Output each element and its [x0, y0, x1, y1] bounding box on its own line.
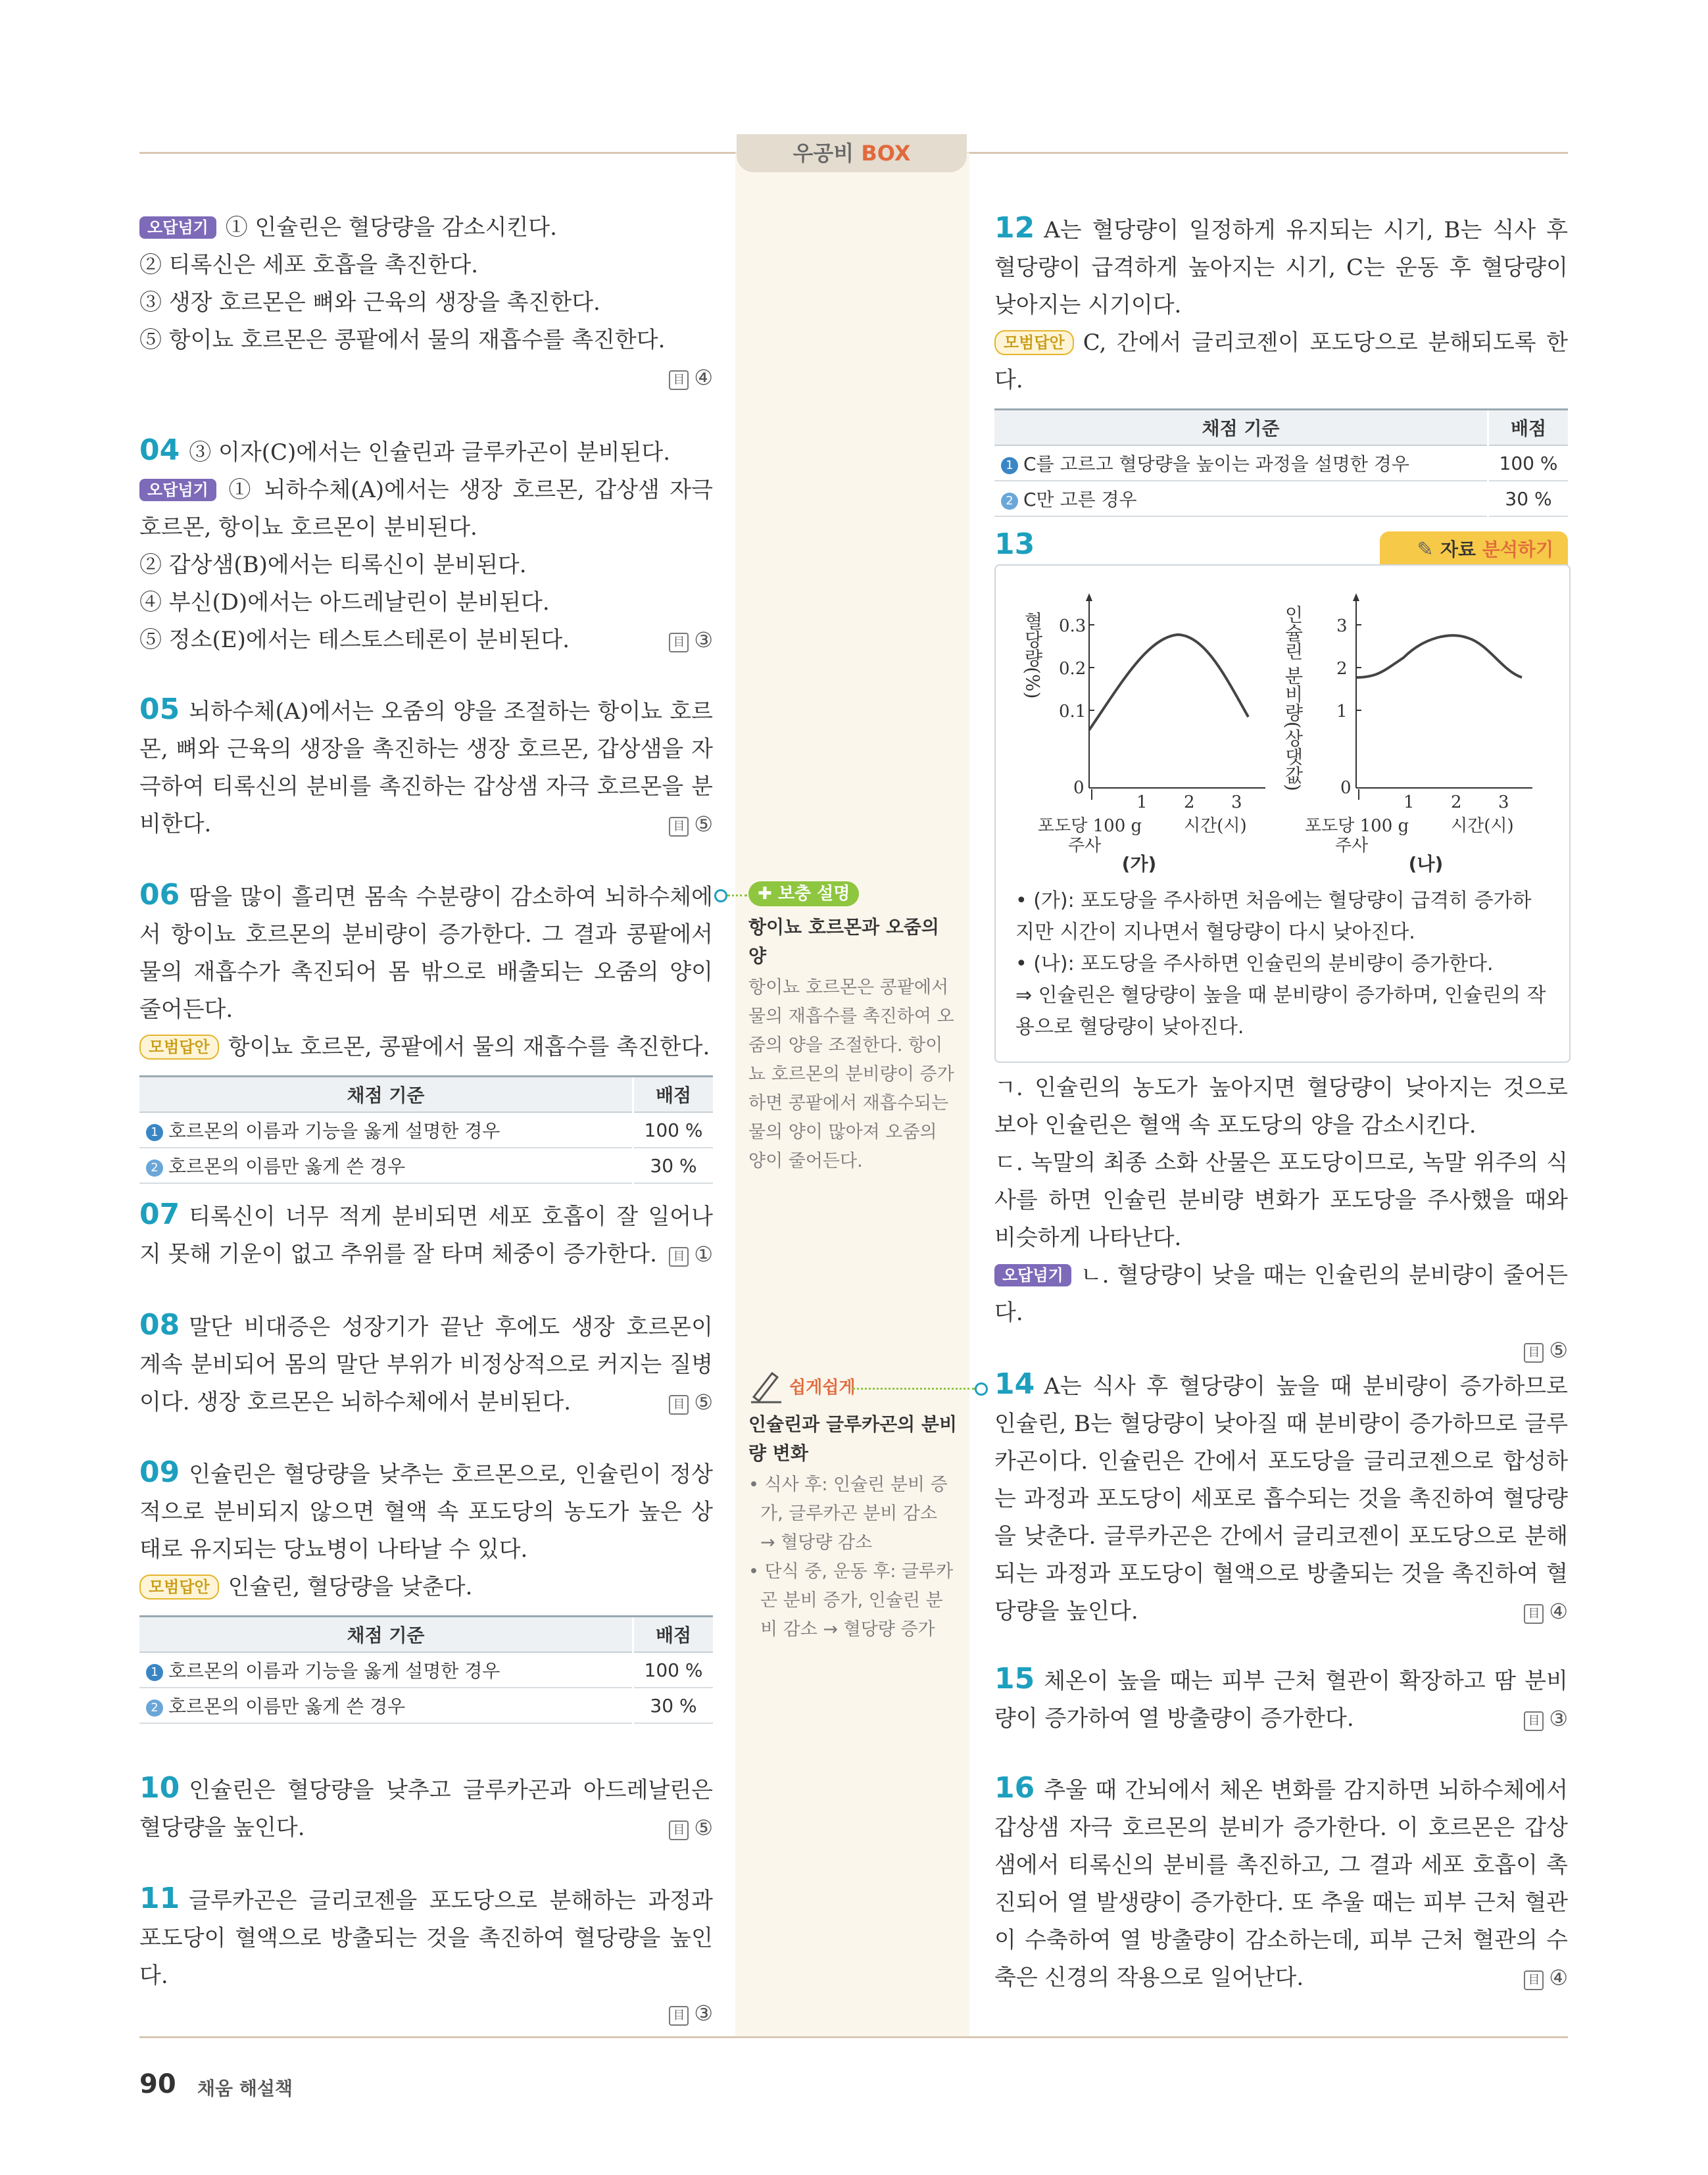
- connector-line: [727, 894, 747, 896]
- question-number: 10: [139, 1771, 180, 1805]
- graph-a: [1022, 593, 1266, 856]
- number-1-icon: 1: [1001, 457, 1018, 474]
- answer-icon: 目: [669, 1247, 689, 1267]
- graph-a-inject-label: 주사: [1068, 836, 1102, 856]
- score-cell: 100 %: [633, 1112, 714, 1148]
- bottom-rule: [139, 2036, 1568, 2038]
- analysis-bullet: ⇒ 인슐린은 혈당량이 높을 때 분비량이 증가하며, 인슐린의 작용으로 혈당량이 낮아진다.: [1015, 984, 1546, 1039]
- table-row: [139, 1112, 713, 1148]
- answer: [1524, 1706, 1568, 1731]
- box-header-accent: BOX: [861, 141, 911, 166]
- question-number: 15: [994, 1662, 1035, 1696]
- graph-a-xlabel: 시간(시): [1184, 816, 1247, 836]
- answer-value: ④: [694, 365, 713, 390]
- table-header-score: 배점: [633, 1077, 714, 1113]
- graph-a-xtick: 1: [1136, 793, 1148, 812]
- connector-dot: [714, 889, 727, 902]
- graph-b-ytick: 2: [1336, 659, 1348, 679]
- q10-text: 인슐린은 혈당량을 낮추고 글루카곤과 아드레날린은 혈당량을 높인다.: [139, 1777, 713, 1841]
- question-number: 14: [994, 1367, 1035, 1401]
- wrong-tag: 오답넘기: [994, 1264, 1071, 1286]
- graph-a-xtick: 2: [1184, 793, 1195, 812]
- answer: [669, 2001, 713, 2026]
- q03-block: [139, 209, 713, 397]
- answer-icon: 目: [1524, 1343, 1544, 1363]
- graph-b-label: (나): [1408, 853, 1444, 875]
- connector-dot: [975, 1382, 988, 1396]
- table-header-criteria: 채점 기준: [994, 410, 1488, 446]
- number-2-icon: 2: [1001, 493, 1018, 510]
- wrong-tag: 오답넘기: [139, 216, 216, 239]
- answer-icon: 目: [669, 1821, 689, 1840]
- q11-block: [139, 1880, 713, 2032]
- footer-title: 채움 해설책: [197, 2078, 293, 2099]
- answer-value: ③: [694, 2001, 713, 2026]
- question-number: 07: [139, 1198, 180, 1231]
- number-1-icon: 1: [146, 1664, 163, 1681]
- score-cell: 100 %: [633, 1652, 714, 1688]
- q04-line-3: ⑤ 정소(E)에서는 테스토스테론이 분비된다.: [139, 627, 570, 653]
- q16-block: [994, 1769, 1568, 1997]
- answer-icon: 目: [669, 817, 689, 837]
- graph-b-ytick: 0: [1340, 778, 1352, 798]
- criteria-cell: 호르몬의 이름과 기능을 옳게 설명한 경우: [168, 1660, 500, 1682]
- criteria-cell: 호르몬의 이름만 옳게 쓴 경우: [168, 1696, 406, 1717]
- scoring-table: [994, 408, 1568, 517]
- answer-icon: 目: [1524, 1970, 1544, 1990]
- scoring-table: [139, 1075, 713, 1184]
- table-header-criteria: 채점 기준: [139, 1617, 633, 1653]
- graph-a-ylabel: 혈당량(%): [1021, 612, 1044, 699]
- scoring-table: [139, 1615, 713, 1724]
- score-cell: 100 %: [1488, 445, 1569, 481]
- question-number: 11: [139, 1882, 180, 1915]
- graph-b-ytick: 3: [1336, 616, 1348, 636]
- q09-model: 인슐린, 혈당량을 낮춘다.: [228, 1574, 473, 1600]
- question-number: 16: [994, 1771, 1035, 1805]
- q16-text: 추울 때 간뇌에서 체온 변화를 감지하면 뇌하수체에서 갑상샘 자극 호르몬의 분비가 증가한다. 이 호르몬은 갑상샘에서 티록신의 분비를 촉진하고, 그 결과 세포 호흡이 촉진되어 열 발생량이 증가한다. 또 추울 때는 피부 근처 혈관이 수축하여 열 방출량이 감소하는데, 피부 근처 혈관의 수축은 신경의 작용으로 일어난다.: [994, 1777, 1568, 1991]
- q12-text: A는 혈당량이 일정하게 유지되는 시기, B는 식사 후 혈당량이 급격하게 높아지는 시기, C는 운동 후 혈당량이 낮아지는 시기이다.: [994, 217, 1568, 318]
- supplement-tag-label: 보충 설명: [777, 884, 850, 904]
- wrong-tag: 오답넘기: [139, 479, 216, 501]
- answer-icon: 目: [669, 2006, 689, 2026]
- graph-a-inject-label: 포도당 100 g: [1038, 816, 1142, 836]
- q04-first: ③ 이자(C)에서는 인슐린과 글루카곤이 분비된다.: [189, 439, 671, 466]
- criteria-cell: 호르몬의 이름만 옳게 쓴 경우: [168, 1156, 406, 1177]
- number-1-icon: 1: [146, 1124, 163, 1141]
- q04-line-1: ② 갑상샘(B)에서는 티록신이 분비된다.: [139, 552, 527, 578]
- answer-icon: 目: [669, 370, 689, 390]
- graph-b-ytick: 1: [1336, 702, 1348, 721]
- supplement-tag: ✚ 보충 설명: [748, 881, 859, 906]
- answer: [1524, 1338, 1568, 1363]
- q08-block: [139, 1306, 713, 1421]
- number-2-icon: 2: [146, 1699, 163, 1717]
- q04-line-2: ④ 부신(D)에서는 아드레날린이 분비된다.: [139, 589, 550, 616]
- answer-value: ⑤: [694, 1390, 713, 1415]
- answer-value: ③: [1549, 1706, 1568, 1731]
- graph-b-xtick: 3: [1498, 793, 1509, 812]
- q03-line-1: ① 인슐린은 혈당량을 감소시킨다.: [225, 214, 557, 241]
- q09-block: [139, 1454, 713, 1724]
- analysis-bullet: • (나): 포도당을 주사하면 인슐린의 분비량이 증가한다.: [1015, 952, 1494, 975]
- q13-wrong: ㄴ. 혈당량이 낮을 때는 인슐린의 분비량이 줄어든다.: [994, 1262, 1568, 1326]
- analysis-bullet: • (가): 포도당을 주사하면 처음에는 혈당량이 급격히 증가하지만 시간이 지나면서 혈당량이 다시 낮아진다.: [1015, 889, 1532, 944]
- q08-text: 말단 비대증은 성장기가 끝난 후에도 생장 호르몬이 계속 분비되어 몸의 말단 부위가 비정상적으로 커지는 질병이다. 생장 호르몬은 뇌하수체에서 분비된다.: [139, 1314, 713, 1415]
- q07-text: 티록신이 너무 적게 분비되면 세포 호흡이 잘 일어나지 못해 기운이 없고 추위를 잘 타며 체중이 증가한다.: [139, 1204, 713, 1267]
- criteria-cell: 호르몬의 이름과 기능을 옳게 설명한 경우: [168, 1120, 500, 1142]
- answer-value: ①: [694, 1242, 713, 1267]
- graph-b-xlabel: 시간(시): [1451, 816, 1514, 836]
- q03-line-4: ⑤ 항이뇨 호르몬은 콩팥에서 물의 재흡수를 촉진한다.: [139, 327, 666, 353]
- q15-text: 체온이 높을 때는 피부 근처 혈관이 확장하고 땀 분비량이 증가하여 열 방출량이 증가한다.: [994, 1668, 1568, 1732]
- page-number: 90: [139, 2069, 176, 2099]
- answer: [669, 365, 713, 390]
- graph-a-label: (가): [1121, 853, 1157, 875]
- question-number: 04: [139, 433, 180, 467]
- supplement-title: 항이뇨 호르몬과 오줌의 양: [748, 916, 939, 967]
- q05-text: 뇌하수체(A)에서는 오줌의 양을 조절하는 항이뇨 호르몬, 뼈와 근육의 생장을 촉진하는 생장 호르몬, 갑상샘을 자극하여 티록신의 분비를 촉진하는 갑상샘 자극 호르몬을 분비한다.: [139, 698, 713, 837]
- graph-b-ylabel: 인슐린 분비량(상댓값): [1282, 605, 1304, 791]
- q10-block: [139, 1769, 713, 1847]
- graph-b-xtick: 1: [1403, 793, 1415, 812]
- analysis-tab: [1380, 531, 1568, 568]
- connector-line: [852, 1388, 975, 1390]
- graph-b-xtick: 2: [1451, 793, 1462, 812]
- answer-value: ⑤: [1549, 1338, 1568, 1363]
- table-row: [139, 1688, 713, 1723]
- model-answer-tag: 모범답안: [139, 1575, 219, 1600]
- q03-line-3: ③ 생장 호르몬은 뼈와 근육의 생장을 촉진한다.: [139, 289, 600, 316]
- q14-block: [994, 1365, 1568, 1630]
- q07-block: [139, 1196, 713, 1273]
- answer-value: ③: [694, 627, 713, 652]
- answer-value: ④: [1549, 1599, 1568, 1624]
- answer: [669, 622, 713, 659]
- graph-a-xtick: 3: [1231, 793, 1242, 812]
- q06-text: 땀을 많이 흘리면 몸속 수분량이 감소하여 뇌하수체에서 항이뇨 호르몬의 분비량이 증가한다. 그 결과 콩팥에서 물의 재흡수가 촉진되어 몸 밖으로 배출되는 오줌의 양이 줄어든다.: [139, 884, 713, 1023]
- q04-text: ① 뇌하수체(A)에서는 생장 호르몬, 갑상샘 자극 호르몬, 항이뇨 호르몬이 분비된다.: [139, 477, 713, 541]
- question-number: 09: [139, 1455, 180, 1489]
- number-2-icon: 2: [146, 1160, 163, 1177]
- graph-b: [1282, 593, 1533, 856]
- q12-model: C, 간에서 글리코젠이 포도당으로 분해되도록 한다.: [994, 330, 1568, 393]
- box-header: [737, 134, 967, 172]
- model-answer-tag: 모범답안: [994, 330, 1074, 355]
- model-answer-tag: 모범답안: [139, 1035, 219, 1060]
- q15-block: [994, 1660, 1568, 1738]
- answer-icon: 目: [1524, 1604, 1544, 1624]
- graph-a-ytick: 0.1: [1059, 702, 1086, 721]
- analysis-bullets: [1015, 885, 1549, 1043]
- q09-text: 인슐린은 혈당량을 낮추는 호르몬으로, 인슐린이 정상적으로 분비되지 않으면 혈액 속 포도당의 농도가 높은 상태로 유지되는 당뇨병이 나타날 수 있다.: [139, 1461, 713, 1563]
- list-item: • 단식 중, 운동 후: 글루카곤 분비 증가, 인슐린 분비 감소 → 혈당량 증가: [748, 1561, 954, 1640]
- graph-a-ytick: 0.2: [1059, 659, 1086, 679]
- analysis-tab-label-2: 분석하기: [1482, 539, 1553, 560]
- graph-b-inject-label: 포도당 100 g: [1305, 816, 1409, 836]
- score-cell: 30 %: [633, 1688, 714, 1723]
- q04-block: [139, 431, 713, 659]
- question-number: 13: [994, 527, 1035, 561]
- q13-p2: ㄷ. 녹말의 최종 소화 산물은 포도당이므로, 녹말 위주의 식사를 하면 인슐린 분비량 변화가 포도당을 주사했을 때와 비슷하게 나타난다.: [994, 1150, 1568, 1251]
- q13-p1: ㄱ. 인슐린의 농도가 높아지면 혈당량이 낮아지는 것으로 보아 인슐린은 혈액 속 포도당의 양을 감소시킨다.: [994, 1075, 1568, 1138]
- answer-value: ④: [1549, 1965, 1568, 1990]
- score-cell: 30 %: [633, 1148, 714, 1183]
- answer: [1524, 1599, 1568, 1624]
- supplement-text: 항이뇨 호르몬은 콩팥에서 물의 재흡수를 촉진하여 오줌의 양을 조절한다. 항이뇨 호르몬의 분비량이 증가하면 콩팥에서 재흡수되는 물의 양이 많아져 오줌의 양이 줄어든다.: [748, 977, 954, 1171]
- analysis-box: [994, 564, 1571, 1063]
- question-number: 08: [139, 1308, 180, 1342]
- paperclip-icon: ✎: [1417, 538, 1440, 561]
- answer-icon: 目: [669, 633, 689, 652]
- graph-a-ytick: 0: [1073, 778, 1085, 798]
- q03-line-2: ② 티록신은 세포 호흡을 촉진한다.: [139, 252, 479, 278]
- answer: [669, 1242, 713, 1267]
- supplement-box: [748, 881, 958, 1176]
- table-row: [994, 481, 1568, 516]
- table-header-score: 배점: [633, 1617, 714, 1653]
- question-number: 06: [139, 878, 180, 912]
- q05-block: [139, 691, 713, 843]
- q12-block: [994, 209, 1568, 517]
- question-number: 05: [139, 693, 180, 726]
- answer: [1524, 1965, 1568, 1990]
- q06-model: 항이뇨 호르몬, 콩팥에서 물의 재흡수를 촉진한다.: [228, 1034, 710, 1060]
- table-row: [139, 1148, 713, 1183]
- q13-explanation: [994, 1069, 1568, 1369]
- answer: [669, 1815, 713, 1840]
- easy-box: [748, 1368, 958, 1644]
- criteria-cell: C만 고른 경우: [1023, 489, 1137, 510]
- question-number: 12: [994, 211, 1035, 245]
- answer-icon: 目: [669, 1395, 689, 1415]
- graphs: [996, 572, 1567, 862]
- analysis-tab-label-1: 자료: [1440, 539, 1476, 560]
- list-item: • 식사 후: 인슐린 분비 증가, 글루카곤 분비 감소 → 혈당량 감소: [748, 1475, 948, 1553]
- box-header-prefix: 우공비: [793, 141, 854, 166]
- table-header-criteria: 채점 기준: [139, 1077, 633, 1113]
- table-row: [139, 1652, 713, 1688]
- easy-title: 인슐린과 글루카곤의 분비량 변화: [748, 1413, 958, 1464]
- answer: [669, 812, 713, 837]
- graph-a-ytick: 0.3: [1059, 616, 1086, 636]
- score-cell: 30 %: [1488, 481, 1569, 516]
- criteria-cell: C를 고르고 혈당량을 높이는 과정을 설명한 경우: [1023, 453, 1409, 475]
- pencil-icon: [748, 1368, 784, 1404]
- answer-value: ⑤: [694, 1815, 713, 1840]
- answer-icon: 目: [1524, 1711, 1544, 1731]
- table-header-score: 배점: [1488, 410, 1569, 446]
- answer: [669, 1390, 713, 1415]
- easy-tag: 쉽게쉽게: [789, 1377, 856, 1398]
- q14-text: A는 식사 후 혈당량이 높을 때 분비량이 증가하므로 인슐린, B는 혈당량이 낮아질 때 분비량이 증가하므로 글루카곤이다. 인슐린은 간에서 포도당을 글리코젠으로 합성하는 과정과 포도당이 세포로 흡수되는 것을 촉진하여 혈당량을 낮춘다. 글루카곤은 간에서 글리코젠이 포도당으로 분해되는 과정과 포도당이 혈액으로 방출되는 것을 촉진하여 혈당량을 높인다.: [994, 1373, 1568, 1625]
- answer-value: ⑤: [694, 812, 713, 837]
- q11-text: 글루카곤은 글리코젠을 포도당으로 분해하는 과정과 포도당이 혈액으로 방출되는 것을 촉진하여 혈당량을 높인다.: [139, 1888, 713, 1989]
- table-row: [994, 445, 1568, 481]
- graph-b-inject-label: 주사: [1335, 836, 1369, 856]
- q06-block: [139, 876, 713, 1184]
